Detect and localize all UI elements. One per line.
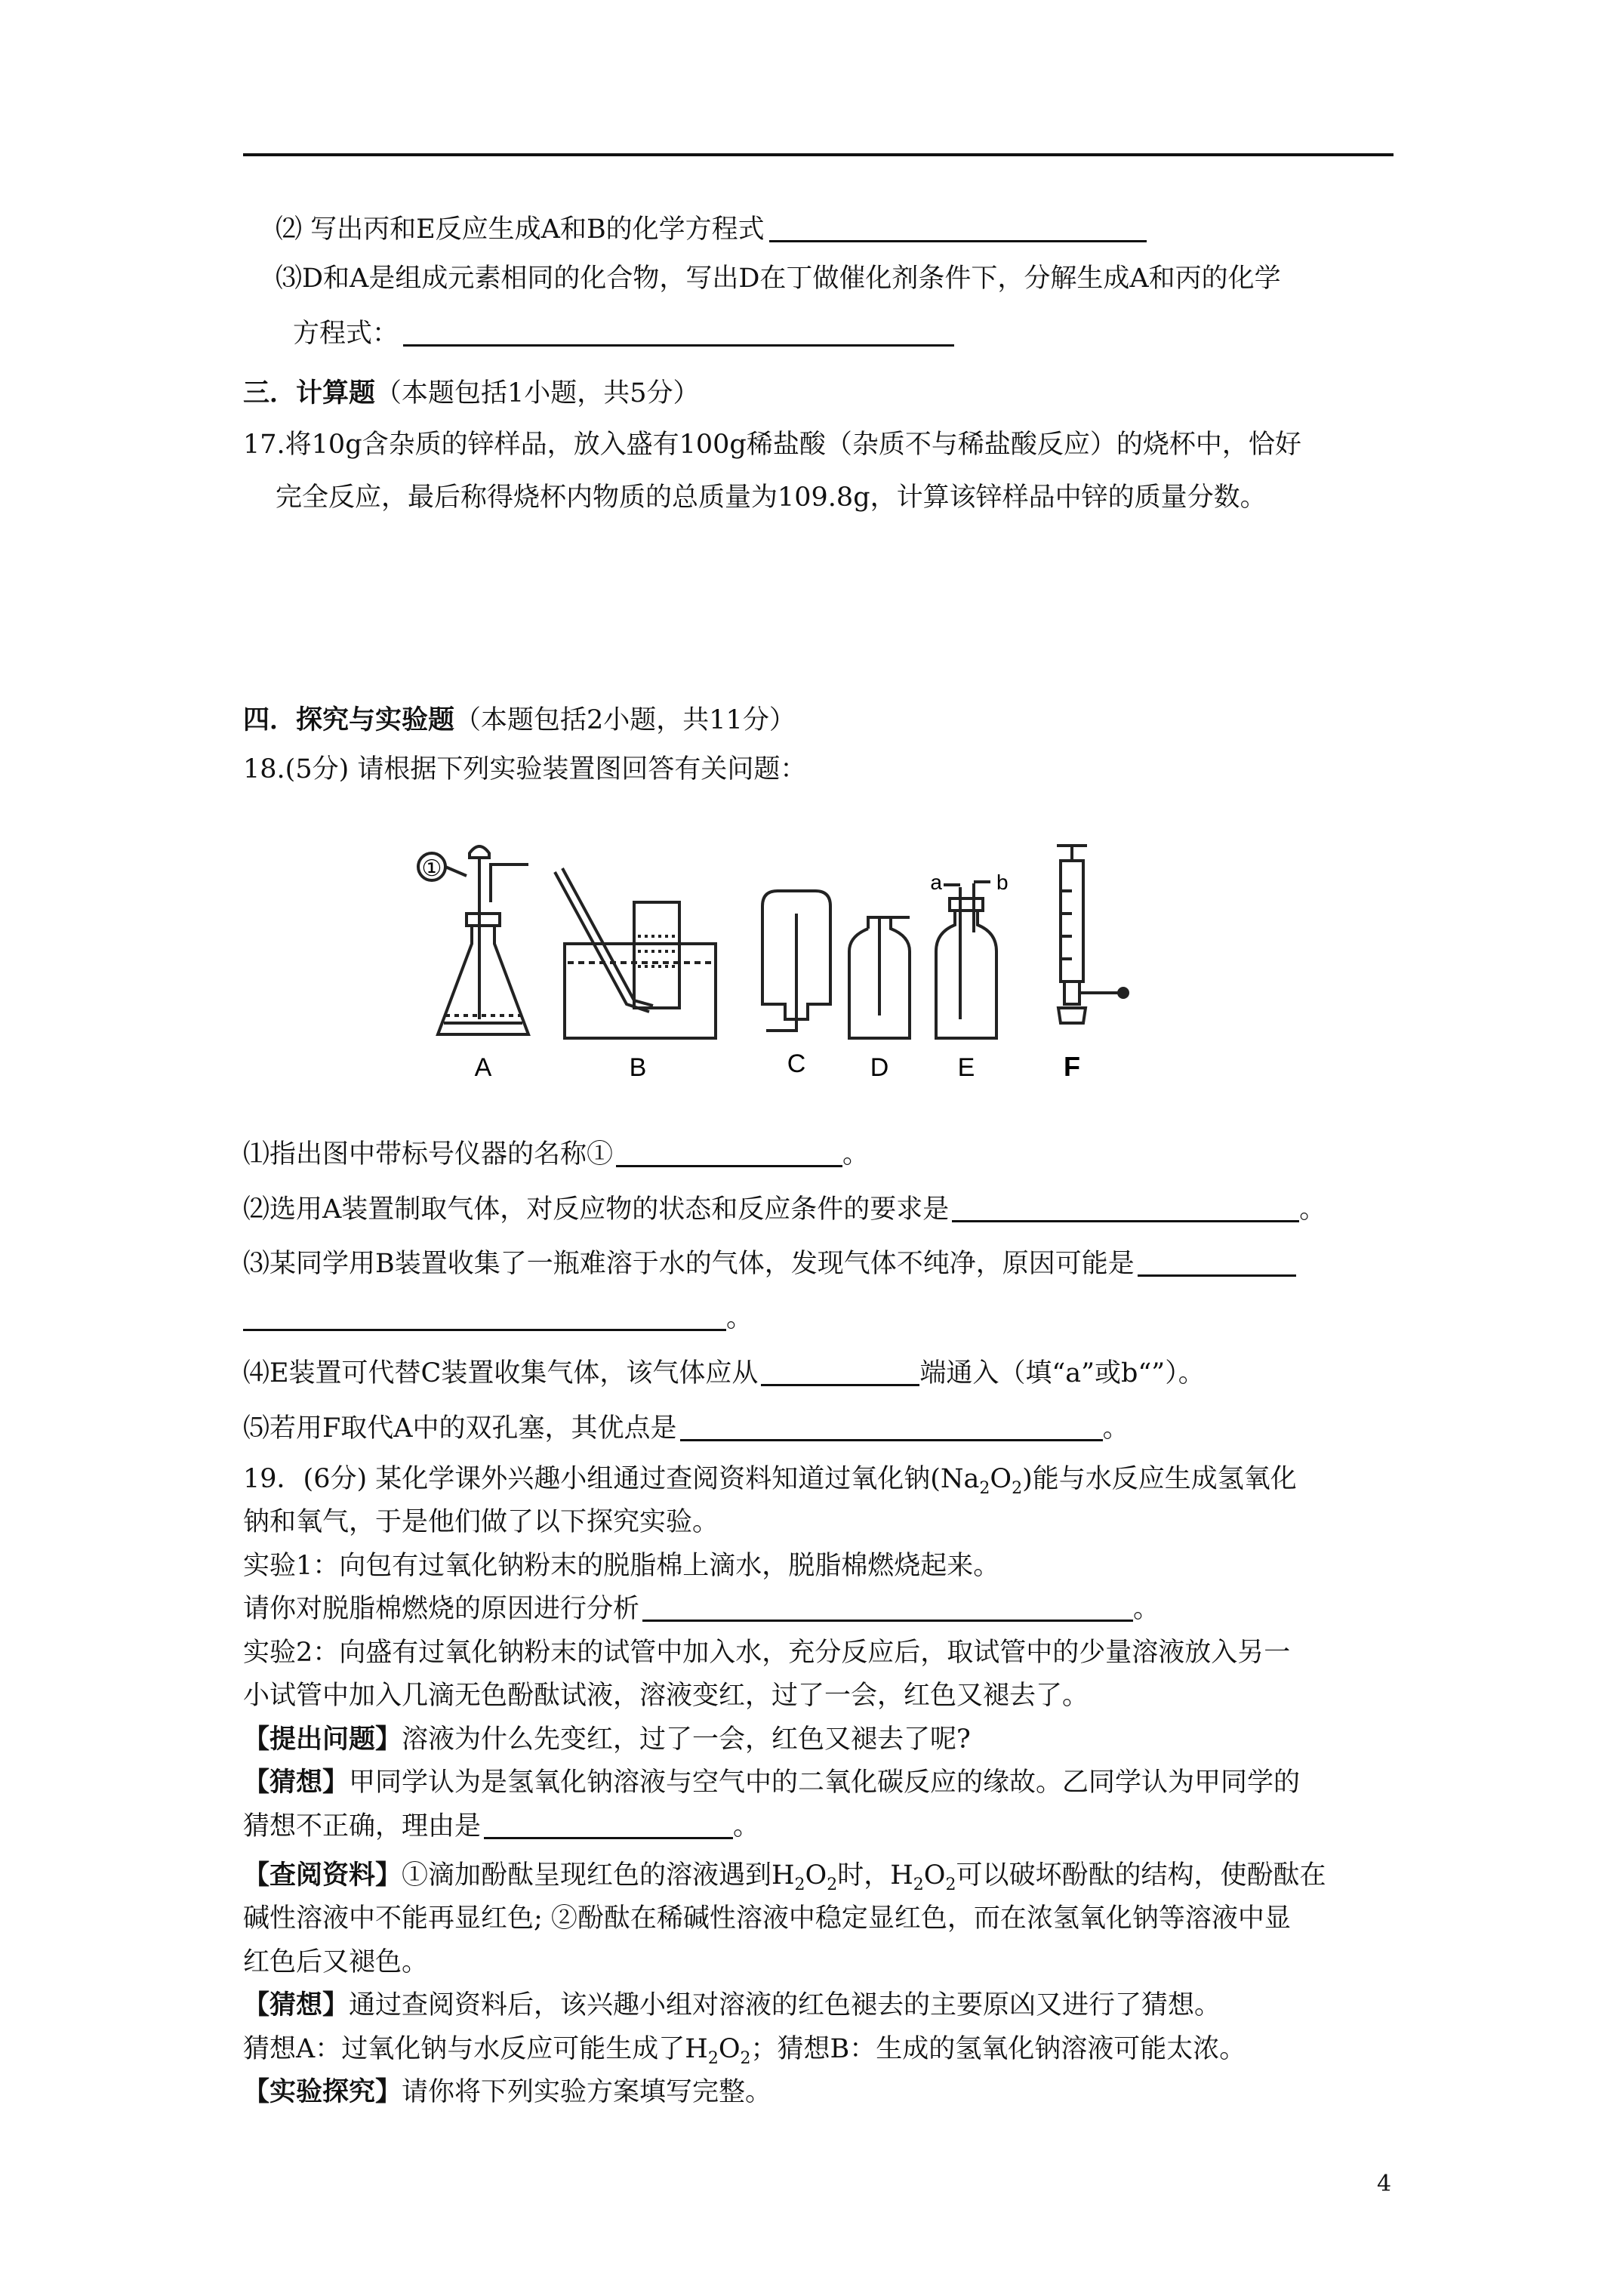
q19-explore [243, 2074, 771, 2110]
q19-guess2-text: 通过查阅资料后，该兴趣小组对溶液的红色褪去的主要原凶又进行了猜想。 [349, 1990, 1221, 2020]
ref-text: ①滴加酚酞呈现红色的溶液遇到H [402, 1860, 795, 1891]
apparatus-e-bottle [936, 882, 996, 1038]
figure-label-c: C [787, 1049, 806, 1078]
section4-note: （本题包括2小题，共11分） [454, 705, 796, 735]
q18-part1 [243, 1136, 869, 1173]
q19-line1-tail: )能与水反应生成氢氧化 [1022, 1464, 1297, 1494]
tag-explore: 【实验探究】 [243, 2076, 402, 2107]
q19-analyze-text: 请你对脱脂棉燃烧的原因进行分析 [243, 1594, 640, 1624]
answer-blank[interactable] [616, 1141, 842, 1167]
q16-part2 [276, 211, 1147, 248]
subscript: 2 [794, 1875, 805, 1894]
page-number: 4 [1377, 2171, 1392, 2197]
figure-label-e: E [957, 1053, 975, 1082]
apparatus-f-syringe [1057, 846, 1128, 1023]
section3-title: 三．计算题 [243, 378, 376, 408]
q19-explore-text: 请你将下列实验方案填写完整。 [402, 2077, 772, 2107]
q18-part2-text: ⑵选用A装置制取气体，对反应物的状态和反应条件的要求是 [243, 1194, 950, 1225]
punct: 。 [1102, 1413, 1129, 1444]
q16-part3-label: 方程式： [293, 319, 399, 349]
q19-ref-line2: 碱性溶液中不能再显红色; ②酚酞在稀碱性溶液中稳定显红色，而在浓氢氧化钠等溶液中显 [243, 1903, 1291, 1934]
answer-blank[interactable] [403, 320, 954, 347]
formula-o: O [923, 1860, 946, 1891]
q17-line1: 17.将10g含杂质的锌样品，放入盛有100g稀盐酸（杂质不与稀盐酸反应）的烧杯中，恰好 [243, 430, 1301, 460]
q18-part5-text: ⑸若用F取代A中的双孔塞，其优点是 [243, 1413, 677, 1444]
q16-part3-line1: ⑶D和A是组成元素相同的化合物，写出D在丁做催化剂条件下，分解生成A和丙的化学 [276, 264, 1281, 294]
answer-blank[interactable] [642, 1595, 1133, 1622]
figure-label-b: B [629, 1053, 647, 1082]
q17-line2: 完全反应，最后称得烧杯内物质的总质量为109.8g，计算该锌样品中锌的质量分数。 [276, 482, 1267, 513]
section3-note: （本题包括1小题，共5分） [375, 378, 700, 408]
q19-ref-line3: 红色后又褪色。 [243, 1947, 429, 1977]
q19-question-text: 溶液为什么先变红，过了一会，红色又褪去了呢? [402, 1724, 971, 1755]
ref-text: 可以破坏酚酞的结构，使酚酞在 [956, 1860, 1326, 1891]
subscript: 2 [827, 1875, 838, 1894]
subscript: 2 [945, 1875, 956, 1894]
tag-guess: 【猜想】 [243, 1767, 350, 1798]
subscript: 2 [913, 1875, 924, 1894]
port-b-label: b [996, 871, 1009, 894]
section4-title: 四．探究与实验题 [243, 704, 455, 735]
figure-label-a: A [474, 1053, 492, 1082]
subscript: 2 [740, 2049, 751, 2068]
figure-label-f: F [1064, 1051, 1080, 1082]
ref-text: 时，H [837, 1860, 913, 1891]
tag-guess: 【猜想】 [243, 1989, 350, 2020]
punct: 。 [1133, 1594, 1160, 1624]
punct: 。 [733, 1811, 760, 1841]
q19-guess-text: 甲同学认为是氢氧化钠溶液与空气中的二氧化碳反应的缘故。乙同学认为甲同学的 [349, 1767, 1301, 1798]
formula-o: O [805, 1860, 827, 1891]
answer-blank[interactable] [769, 216, 1147, 242]
q19-exp1: 实验1：向包有过氧化钠粉末的脱脂棉上滴水，脱脂棉燃烧起来。 [243, 1551, 1000, 1581]
answer-blank[interactable] [1138, 1250, 1296, 1277]
tag-reference: 【查阅资料】 [243, 1860, 402, 1891]
q19-ref-line1 [243, 1857, 1326, 1903]
header-rule [243, 153, 1394, 156]
q19-guess-line2-text: 猜想不正确，理由是 [243, 1811, 482, 1841]
q18-part4 [243, 1355, 1205, 1391]
q19-exp2-line1: 实验2：向盛有过氧化钠粉末的试管中加入水，充分反应后，取试管中的少量溶液放入另一 [243, 1638, 1291, 1668]
guess-a-text: 猜想A：过氧化钠与水反应可能生成了H [243, 2034, 708, 2064]
marker-1: ① [421, 856, 442, 881]
q19-line1-text: 19．(6分) 某化学课外兴趣小组通过查阅资料知道过氧化钠(Na [243, 1464, 980, 1494]
subscript: 2 [1012, 1479, 1023, 1498]
q19-guess-ab [243, 2031, 1246, 2077]
formula-o: O [718, 2034, 741, 2064]
punct: 。 [726, 1303, 753, 1333]
q16-part3-line2 [293, 316, 954, 352]
q19-exp2-line2: 小试管中加入几滴无色酚酞试液，溶液变红，过了一会，红色又褪去了。 [243, 1681, 1089, 1711]
q18-part4-tail: 端通入（填“a”或b“”）。 [919, 1358, 1205, 1388]
subscript: 2 [707, 2049, 719, 2068]
apparatus-c-bottle [762, 891, 830, 1031]
punct: 。 [1299, 1194, 1326, 1225]
figure-label-d: D [870, 1053, 889, 1082]
formula-o: O [990, 1464, 1012, 1494]
q18-part3 [243, 1246, 1296, 1282]
q18-part1-text: ⑴指出图中带标号仪器的名称① [243, 1139, 614, 1170]
q19-guess-line1 [243, 1764, 1300, 1801]
guess-b-text: ；猜想B：生成的氢氧化钠溶液可能太浓。 [750, 2034, 1246, 2064]
apparatus-figure [408, 831, 1276, 1087]
q19-guess-line2 [243, 1808, 759, 1845]
answer-blank[interactable] [761, 1360, 919, 1386]
apparatus-d-bottle [849, 917, 910, 1038]
q19-line2: 钠和氧气，于是他们做了以下探究实验。 [243, 1507, 719, 1537]
punct: 。 [842, 1139, 870, 1170]
answer-blank[interactable] [484, 1813, 733, 1839]
answer-blank[interactable] [952, 1196, 1299, 1222]
q19-question [243, 1721, 971, 1758]
q18-part2 [243, 1191, 1326, 1228]
q18-intro: 18.(5分) 请根据下列实验装置图回答有关问题： [243, 754, 807, 784]
q19-analyze [243, 1591, 1160, 1627]
apparatus-b-trough [555, 868, 716, 1038]
tag-question: 【提出问题】 [243, 1724, 402, 1755]
q18-part3-text: ⑶某同学用B装置收集了一瓶难溶于水的气体，发现气体不纯净，原因可能是 [243, 1249, 1135, 1279]
answer-blank[interactable] [680, 1415, 1103, 1441]
q18-part4-text: ⑷E装置可代替C装置收集气体，该气体应从 [243, 1358, 759, 1388]
subscript: 2 [979, 1479, 990, 1498]
q18-part5 [243, 1410, 1129, 1447]
section3-heading [243, 375, 700, 411]
q19-guess2 [243, 1987, 1221, 2023]
q16-part2-text: ⑵ 写出丙和E反应生成A和B的化学方程式 [276, 214, 765, 245]
section4-heading [243, 702, 796, 738]
port-a-label: a [930, 871, 942, 894]
answer-blank[interactable] [243, 1305, 726, 1331]
q19-line1 [243, 1461, 1297, 1507]
q18-part3-cont [243, 1300, 753, 1336]
